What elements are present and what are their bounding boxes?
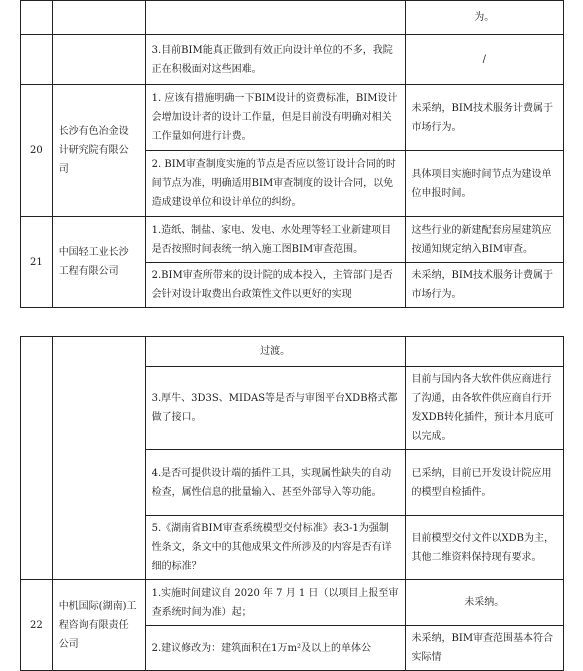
cell-no: [21, 1, 53, 35]
cell-reply: 未采纳。: [405, 580, 563, 626]
cell-opinion: 3.厚牛、3D3S、MIDAS等是否与审图平台XDB格式都做了接口。: [145, 367, 405, 450]
cell-reply: 已采纳，目前已开发设计院应用的模型自检插件。: [405, 450, 563, 516]
cell-opinion: 2. BIM审查制度实施的节点是否应以签订设计合同的时间节点为准，明确适用BIM审查制度的设计合同，以免造成建设单位和设计单位的纠纷。: [145, 151, 405, 217]
table-row: [21, 580, 564, 626]
opinion-table-page1: [20, 0, 564, 308]
table-row: [21, 1, 564, 35]
cell-no: [21, 337, 53, 580]
cell-unit: [52, 337, 145, 580]
cell-opinion: 5.《湖南省BIM审查系统模型交付标准》表3-1为强制性条文，条文中的其他成果文件所涉及的内容是否有详细的标准？: [145, 516, 405, 580]
cell-opinion: 4.是否可提供设计端的插件工具，实现属性缺失的自动检查，属性信息的批量输入、甚至外部导入等功能。: [145, 450, 405, 516]
cell-reply: 这些行业的新建配套房屋建筑应按通知规定纳入BIM审查。: [405, 217, 563, 263]
cell-reply: 为。: [405, 1, 563, 35]
cell-opinion: 过渡。: [145, 337, 405, 367]
cell-opinion: 1.造纸、制盐、家电、发电、水处理等轻工业新建项目是否按照时间表统一纳入施工图BIM审查范围。: [145, 217, 405, 263]
table-row: [21, 85, 564, 151]
cell-reply: 未采纳，BIM技术服务计费属于市场行为。: [405, 85, 563, 151]
cell-reply: 具体项目实施时间节点为建设单位申报时间。: [405, 151, 563, 217]
cell-reply: 目前与国内各大软件供应商进行了沟通，由各软件供应商自行开发XDB转化插件，预计本月底可以完成。: [405, 367, 563, 450]
cell-reply: 目前模型交付文件以XDB为主，其他二维资料保持现有要求。: [405, 516, 563, 580]
cell-unit: 中机国际(湖南)工程咨询有限责任公司: [52, 580, 145, 671]
table-row: [21, 337, 564, 367]
cell-opinion: 3.目前BIM能真正做到有效正向设计单位的不多，我院正在积极面对这些困难。: [145, 35, 405, 85]
cell-opinion: 1. 应该有措施明确一下BIM设计的资费标准，BIM设计会增加设计者的设计工作量，但是目前没有明确对相关工作量如何进行计费。: [145, 85, 405, 151]
cell-unit: 中国轻工业长沙工程有限公司: [52, 217, 145, 308]
table-row: [21, 35, 564, 85]
cell-reply: /: [405, 35, 563, 85]
cell-reply: 未采纳，BIM审查范围基本符合实际情: [405, 626, 563, 671]
cell-no: [21, 35, 53, 85]
cell-unit: [52, 1, 145, 35]
cell-no: 21: [21, 217, 53, 308]
cell-no: 22: [21, 580, 53, 671]
cell-opinion: 1.实施时间建议自 2020 年 7 月 1 日（以项目上报至审查系统时间为准）起；: [145, 580, 405, 626]
table-row: [21, 217, 564, 263]
cell-unit: 长沙有色冶金设计研究院有限公司: [52, 85, 145, 217]
cell-unit: [52, 35, 145, 85]
cell-reply: [405, 337, 563, 367]
cell-no: 20: [21, 85, 53, 217]
cell-opinion: [145, 1, 405, 35]
opinion-table-page2: [20, 336, 564, 671]
cell-opinion: 2.建议修改为：建筑面积在1万m²及以上的单体公: [145, 626, 405, 671]
cell-reply: 未采纳，BIM技术服务计费属于市场行为。: [405, 263, 563, 308]
cell-opinion: 2.BIM审查所带来的设计院的成本投入，主管部门是否会针对设计取费出台政策性文件以更好的实现: [145, 263, 405, 308]
